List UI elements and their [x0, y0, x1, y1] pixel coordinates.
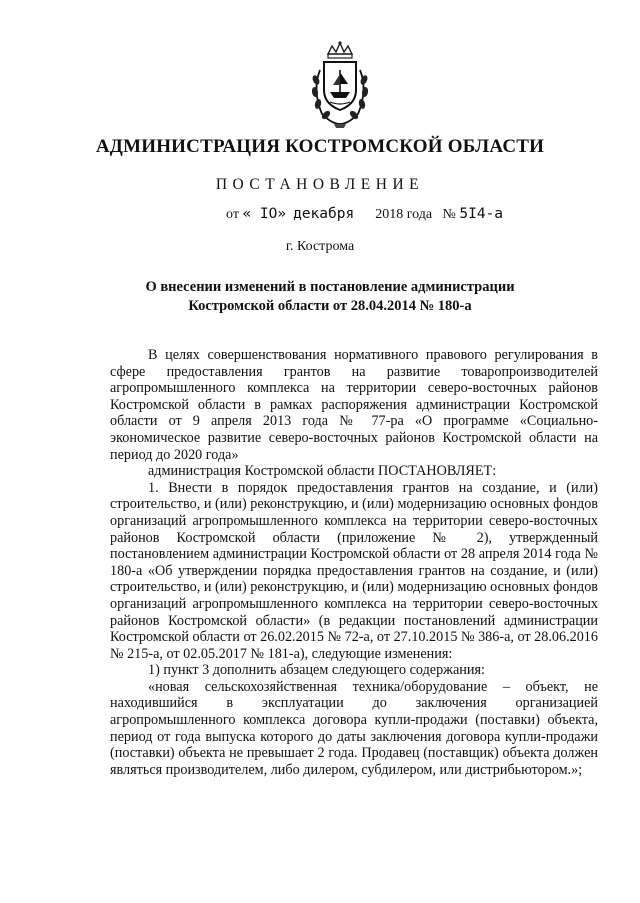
document-subject	[140, 278, 520, 316]
document-body	[110, 347, 598, 778]
body-paragraph-subitem-1: 1) пункт 3 дополнить абзацем следующего содержания:	[148, 662, 485, 679]
date-number-line	[226, 206, 503, 223]
organization-title: АДМИНИСТРАЦИЯ КОСТРОМСКОЙ ОБЛАСТИ	[95, 136, 545, 157]
date-month: декабря	[293, 206, 355, 222]
body-paragraph-quote: «новая сельскохозяйственная техника/оборудование – объект, не находившийся в эксплуатации до заключения организацией агропромышленного комплекса договора купли-продажи (поставки) объекта, период от года выпуска которого до даты заключения договора купли-продажи (поставки) объекта не превышает 2 года. Продавец (поставщик) объекта должен являться производителем, либо дилером, субдилером, или дистрибьютором.»;	[110, 678, 598, 778]
number-sign: №	[442, 207, 456, 222]
document-type: ПОСТАНОВЛЕНИЕ	[215, 176, 425, 193]
coat-of-arms-emblem	[300, 40, 380, 130]
date-prefix: от	[226, 207, 239, 222]
body-paragraph-preamble: В целях совершенствования нормативного правового регулирования в сфере предоставления грантов на развитие товаропроизводителей агропромышленного комплекса на территории северо-восточных районов Костромской области в рамках распоряжения администрации Костромской области от 9 апреля 2013 года № 77-ра «О программе «Социально-экономическое развитие северо-восточных районов Костромской области на период до 2020 года»	[110, 347, 598, 463]
subject-line-1: О внесении изменений в постановление администрации	[145, 279, 515, 295]
date-year: 2018 года	[375, 207, 433, 222]
body-paragraph-resolves: администрация Костромской области ПОСТАНОВЛЯЕТ:	[148, 463, 497, 480]
document-number: 5I4-а	[459, 206, 504, 222]
body-paragraph-item-1: 1. Внести в порядок предоставления грантов на создание, и (или) строительство, и (или) реконструкцию, и (или) модернизацию основных фондов организаций агропромышленного комплекса на территории северо-восточных районов Костромской области (приложение № 2), утвержденный постановлением администрации Костромской области от 28 апреля 2014 года № 180-а «Об утверждении порядка предоставления грантов на создание, и (или) строительство, и (или) реконструкцию, и (или) модернизацию основных фондов организаций агропромышленного комплекса на территории северо-восточных районов Костромской области» (в редакции постановлений администрации Костромской области от 26.02.2015 № 72-а, от 27.10.2015 № 386-а, от 28.06.2016 № 215-а, от 02.05.2017 № 181-а), следующие изменения:	[110, 479, 598, 662]
city: г. Кострома	[285, 239, 355, 254]
subject-line-2: Костромской области от 28.04.2014 № 180-а	[188, 298, 472, 314]
date-day: « IO»	[242, 206, 287, 222]
